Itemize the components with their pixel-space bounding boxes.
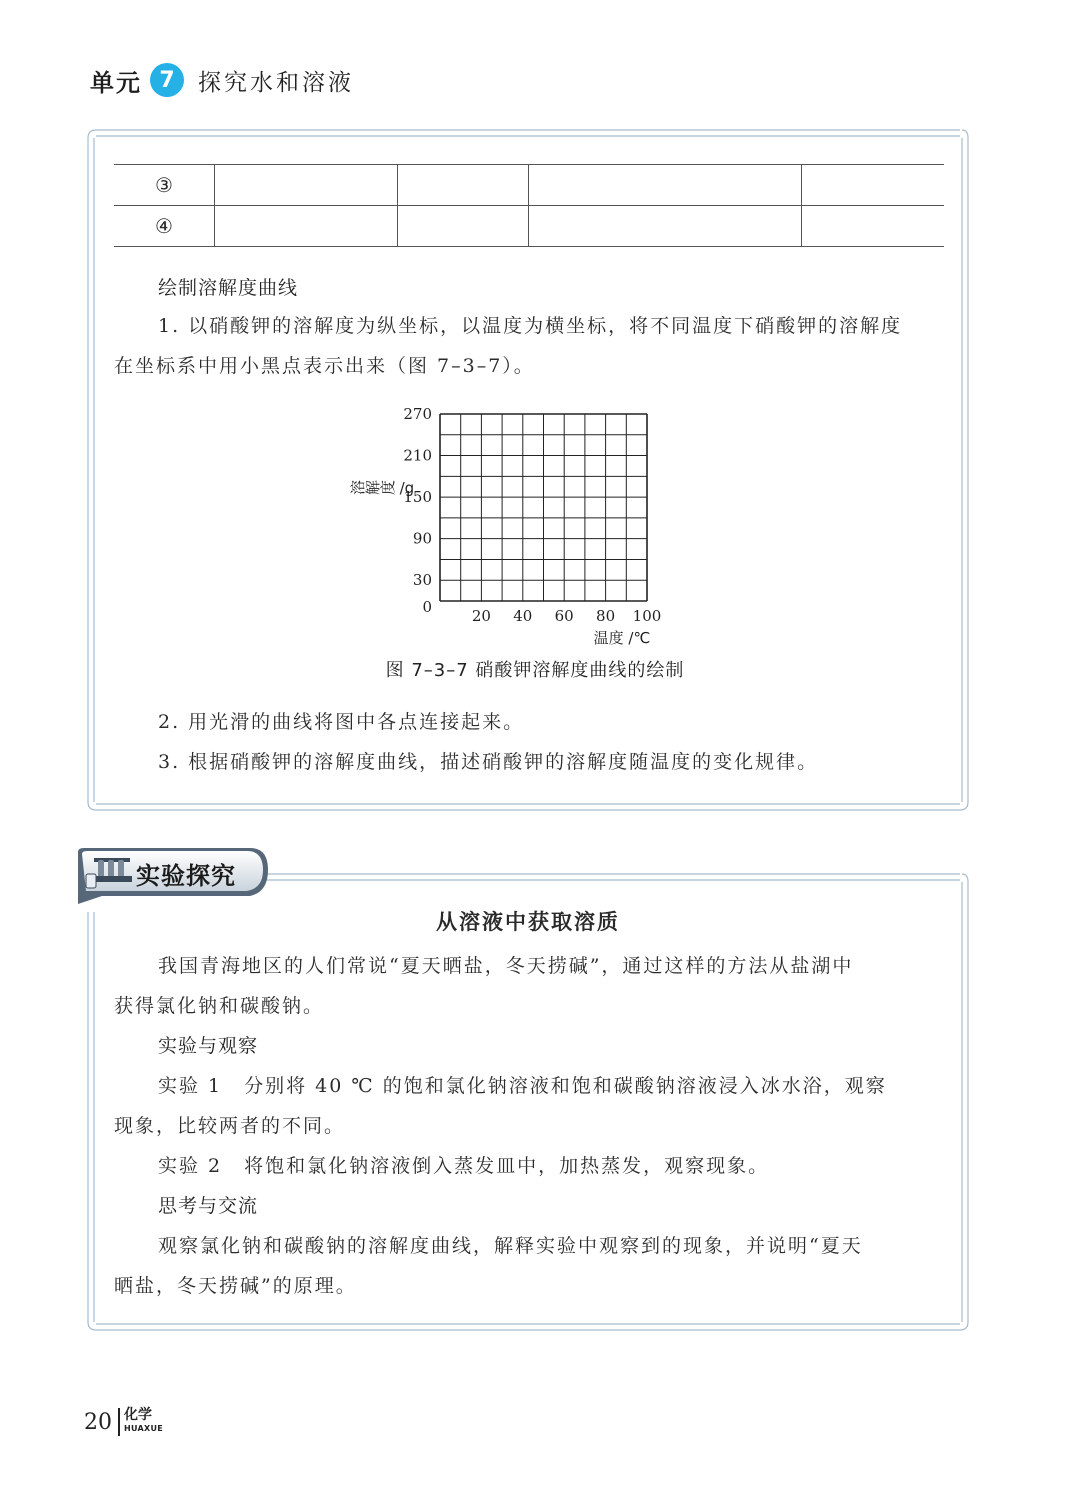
chart-x-ticks bbox=[472, 607, 661, 625]
step1-line2: 在坐标系中用小黑点表示出来（图 7–3–7）。 bbox=[114, 355, 535, 377]
unit-label: 单元 bbox=[90, 68, 142, 97]
unit-title: 探究水和溶液 bbox=[198, 69, 354, 96]
table-row bbox=[114, 165, 944, 206]
chart-grid bbox=[440, 414, 647, 601]
x-tick-label: 20 bbox=[471, 607, 491, 625]
discussion-line2: 晒盐，冬天捞碱”的原理。 bbox=[114, 1275, 357, 1297]
y-tick-label: 0 bbox=[422, 598, 432, 616]
experiment-1-label: 实验 1 bbox=[158, 1075, 223, 1097]
solubility-chart bbox=[349, 398, 680, 658]
section-heading: 绘制溶解度曲线 bbox=[158, 277, 299, 299]
step3: 3. 根据硝酸钾的溶解度曲线，描述硝酸钾的溶解度随温度的变化规律。 bbox=[158, 751, 819, 773]
subject-pinyin: HUAXUE bbox=[124, 1424, 164, 1433]
step2: 2. 用光滑的曲线将图中各点连接起来。 bbox=[158, 711, 525, 733]
experiment-1 bbox=[158, 1066, 887, 1106]
intro-line2: 获得氯化钠和碳酸钠。 bbox=[114, 995, 325, 1017]
table-cell bbox=[215, 165, 398, 206]
x-axis-label: 温度 /℃ bbox=[593, 629, 651, 647]
subject-label: 化学 bbox=[124, 1407, 152, 1423]
table-cell bbox=[529, 206, 802, 247]
step1-line1: 1. 以硝酸钾的溶解度为纵坐标，以温度为横坐标，将不同温度下硝酸钾的溶解度 bbox=[158, 315, 903, 337]
row-label: ③ bbox=[114, 165, 215, 206]
page-number: 20 bbox=[84, 1410, 112, 1435]
experiment-1-line2: 现象，比较两者的不同。 bbox=[114, 1115, 346, 1137]
discussion-line1: 观察氯化钠和碳酸钠的溶解度曲线，解释实验中观察到的现象，并说明“夏天 bbox=[158, 1235, 863, 1257]
table-cell bbox=[529, 165, 802, 206]
subheading-experiment: 实验与观察 bbox=[158, 1035, 259, 1057]
row-label: ④ bbox=[114, 206, 215, 247]
y-tick-label: 270 bbox=[403, 405, 432, 423]
experiment-2-label: 实验 2 bbox=[158, 1155, 223, 1177]
table-cell bbox=[215, 206, 398, 247]
experiment-badge-label: 实验探究 bbox=[136, 862, 236, 890]
footer-divider bbox=[118, 1408, 120, 1436]
x-tick-label: 100 bbox=[632, 607, 662, 625]
y-tick-label: 210 bbox=[403, 446, 432, 465]
y-axis-label: 溶解度 /g bbox=[349, 479, 415, 497]
x-tick-label: 40 bbox=[513, 607, 533, 625]
table-cell bbox=[398, 165, 529, 206]
table-cell bbox=[398, 206, 529, 247]
figure-caption: 图 7–3–7 硝酸钾溶解度曲线的绘制 bbox=[385, 660, 685, 681]
experiment-1-text: 分别将 40 ℃ 的饱和氯化钠溶液和饱和碳酸钠溶液浸入冰水浴，观察 bbox=[244, 1075, 887, 1097]
subheading-discussion: 思考与交流 bbox=[158, 1195, 259, 1217]
experiment-title: 从溶液中获取溶质 bbox=[436, 910, 620, 934]
data-table bbox=[114, 164, 944, 247]
y-tick-label: 30 bbox=[412, 571, 432, 590]
table-row bbox=[114, 206, 944, 247]
unit-number-badge: 7 bbox=[150, 63, 184, 97]
table-cell bbox=[802, 165, 945, 206]
intro-line1: 我国青海地区的人们常说“夏天晒盐，冬天捞碱”，通过这样的方法从盐湖中 bbox=[158, 955, 854, 977]
x-tick-label: 80 bbox=[596, 607, 616, 625]
table-cell bbox=[802, 206, 945, 247]
unit-header bbox=[90, 60, 354, 100]
experiment-2 bbox=[158, 1146, 769, 1186]
y-tick-label: 150 bbox=[403, 488, 432, 507]
y-tick-label: 90 bbox=[412, 529, 432, 548]
experiment-2-text: 将饱和氯化钠溶液倒入蒸发皿中，加热蒸发，观察现象。 bbox=[244, 1155, 770, 1177]
x-tick-label: 60 bbox=[554, 607, 574, 625]
chart-y-ticks bbox=[403, 405, 432, 616]
